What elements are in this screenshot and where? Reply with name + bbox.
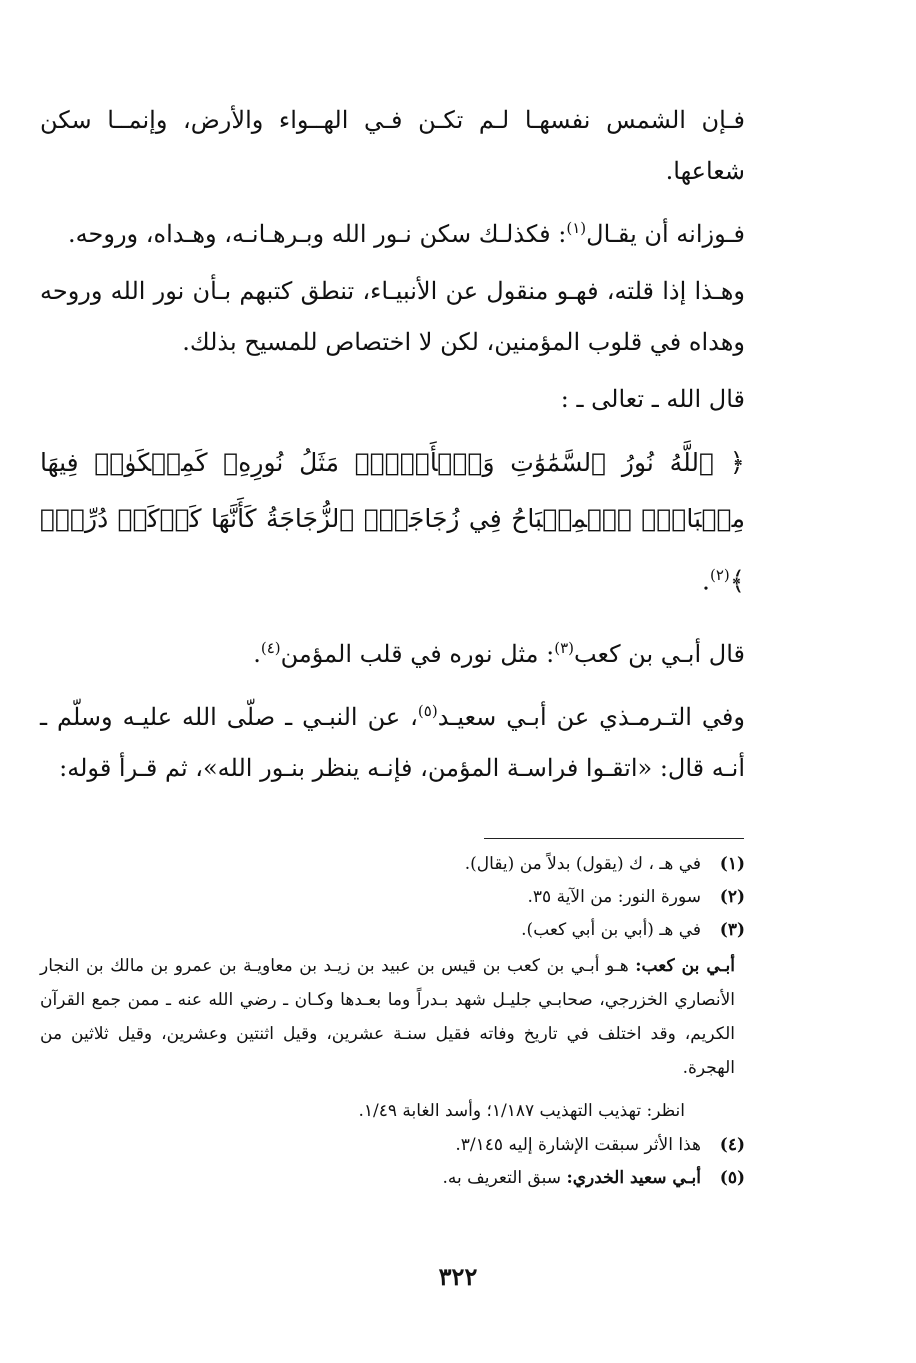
footnote-text: في هـ ، ك (يقول) بدلاً من (يقال). — [464, 854, 701, 874]
paragraph-6 — [40, 686, 745, 794]
footnote-number: (٢) — [719, 887, 745, 907]
paragraph-5-start: قال أبـي بن كعب — [573, 640, 745, 669]
footnote-text — [40, 1162, 701, 1195]
footnote-3 — [40, 914, 745, 947]
paragraph-5-end: . — [253, 640, 261, 669]
biography-text: هـو أبـي بن كعب بن قيس بن عبيد بن زيـد بن معاويـة بن عمرو بن مالك بن النجار الأنصاري الخزرجي، صحابـي جليـل شهد بـدراً وما بعـدها وكـان ـ رضي الله عنه ـ ممن جمع القرآن الكريم، وقد اختلف في تاريخ وفاته فقيل سنـة عشرين، وقيل اثنتين وعشرين، وقيل ثلاثين من الهجرة. — [40, 956, 735, 1078]
footnote-rest: سبق التعريف به. — [442, 1168, 567, 1188]
footnote-number: (٣) — [719, 920, 745, 940]
footnote-divider — [484, 838, 744, 839]
verse-open-bracket: ﴿ — [729, 448, 745, 478]
reference-note: انظر: تهذيب التهذيب ١/١٨٧؛ وأسد الغابة ١/٤٩. — [358, 1101, 685, 1121]
quran-verse — [40, 435, 745, 609]
footnote-ref-2: (٢) — [709, 566, 730, 584]
paragraph-2-start: فـوزانه أن يقـال — [586, 220, 745, 248]
main-text — [40, 95, 745, 800]
footnote-ref-1: (١) — [566, 219, 587, 237]
footnote-bold-name: أبـي سعيد الخدري: — [566, 1168, 701, 1188]
paragraph-6-end: ، عن النبـي ـ صلّى الله عليـه وسلّم ـ أنـه قال: «اتقـوا فراسـة المؤمن، فإنـه ينظر بنـور الله»، ثم قـرأ قوله: — [40, 703, 745, 783]
paragraph-2-end: : فكذلـك سكن نـور الله وبـرهـانـه، وهـداه، وروحه. — [68, 220, 567, 248]
paragraph-4: قال الله ـ تعالى ـ : — [560, 385, 745, 413]
verse-text: ٱللَّهُ نُورُ ٱلسَّمَٰوَٰتِ وَٱلۡأَرۡضِۚ مَثَلُ نُورِهِۦ كَمِشۡكَوٰةٖ فِيهَا مِصۡبَاحٌۖ ٱلۡمِصۡبَاحُ فِي زُجَاجَةٍۖ ٱلزُّجَاجَةُ كَأَنَّهَا كَوۡكَبٞ دُرِّيّٞ — [40, 448, 745, 533]
biography-note — [40, 949, 745, 1085]
paragraph-3: وهـذا إذا قلته، فهـو منقول عن الأنبيـاء، تنطق كتبهم بـأن نور الله وروحه وهداه في قلوب المؤمنين، لكن لا اختصاص للمسيح بذلك. — [40, 277, 745, 356]
footnote-ref-5: (٥) — [417, 702, 438, 721]
footnote-text: في هـ (أبي بن أبي كعب). — [521, 920, 701, 940]
paragraph-6-start: وفي التـرمـذي عن أبـي سعيـد — [437, 703, 745, 732]
footnote-number: (٤) — [719, 1135, 745, 1155]
footnote-number: (١) — [719, 854, 745, 874]
paragraph-2 — [40, 203, 745, 260]
paragraph-5-mid: : مثل نوره في قلب المؤمن — [280, 640, 555, 669]
paragraph-5 — [40, 623, 745, 680]
footnote-4 — [40, 1129, 745, 1162]
footnote-ref-3: (٣) — [554, 639, 574, 658]
footnote-ref-4: (٤) — [260, 639, 281, 658]
verse-end: . — [702, 566, 710, 596]
footnote-text: هذا الأثر سبقت الإشارة إليه ٣/١٤٥. — [455, 1135, 701, 1155]
biography-name: أبـي بن كعب: — [635, 956, 735, 976]
footnote-1 — [40, 848, 745, 881]
paragraph-1: فـإن الشمس نفسهـا لـم تكـن فـي الهــواء والأرض، وإنمــا سكن شعاعها. — [40, 106, 745, 185]
footnote-text: سورة النور: من الآية ٣٥. — [527, 887, 701, 907]
footnote-2 — [40, 881, 745, 914]
verse-close-bracket: ﴾ — [729, 566, 745, 597]
footnotes — [40, 848, 745, 1195]
footnote-number: (٥) — [719, 1168, 745, 1188]
footnote-5 — [40, 1162, 745, 1195]
page-number: ٣٢٢ — [438, 1262, 478, 1291]
